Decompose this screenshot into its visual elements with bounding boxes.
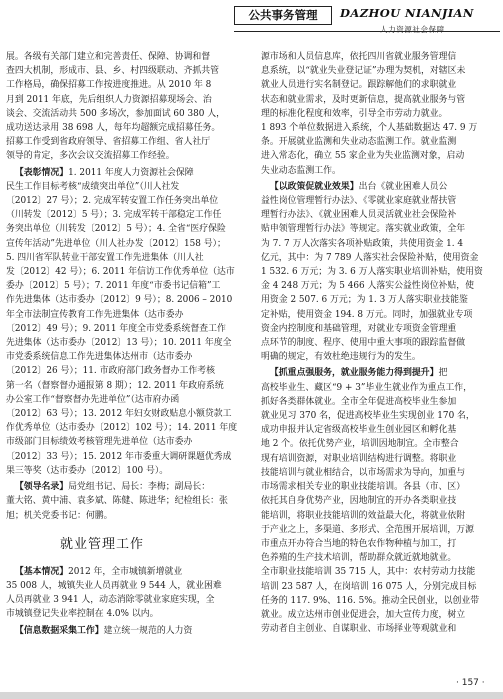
leaders-label: 【领导名录】 (14, 482, 69, 493)
text-line: 旭；机关党委书记：何鹏。 (6, 510, 113, 521)
text-line: 抓好各类群体就业。全市全年促进高校毕业生参加 (261, 396, 457, 407)
text-line: 现有培训资源，对职业培训结构进行调整。将职业 (261, 453, 457, 464)
graduates-label: 【抓重点强服务，就业服务能力得到提升】 (269, 368, 439, 379)
section-heading: 就业管理工作 (60, 536, 145, 552)
text-line: 【表彰情况】1. 2011 年度人力资源社会保障 (14, 167, 194, 178)
text-line: 〔2012〕63 号）；13. 2012 年妇女财政贴息小额贷款工 (6, 409, 232, 420)
text-line: 源市场和人员信息库，依托四川省就业服务管理信 (261, 52, 457, 62)
text-line: 发〔2012〕42 号）；6. 2011 年信访工作优秀单位（达市 (6, 267, 235, 278)
info-system-continued (261, 50, 493, 178)
text-line: 依托其自身优势产业，因地制宜的开办各类职业技 (261, 496, 457, 507)
text-line: 劳动者自主创业、自谋职业、市场择业等观就业和 (261, 624, 457, 635)
header-rule (234, 31, 500, 32)
text-line: 成功申报并认定省级高校毕业生创业园区和孵化基 (261, 425, 457, 436)
text-line: 益性岗位管理暂行办法》、《零就业家庭就业帮扶管 (261, 196, 457, 207)
section-subtitle: 人力资源社会保障 (380, 25, 445, 34)
text-line: 〔2012〕49 号）；9. 2011 年度全市党委系统督查工作 (6, 323, 226, 334)
text-line: 谈会、交流活动共 500 多场次，参加面试 60 380 人， (6, 108, 226, 119)
leaders-paragraph (6, 480, 238, 523)
graduates-paragraph (261, 366, 493, 636)
left-column (6, 50, 238, 690)
text-line: 1 893 个单位数据进入系统，个人基础数据达 47. 9 万 (261, 123, 478, 134)
text-line: 高校毕业生、藏区“9 + 3”毕业生就业作为重点工作， (261, 382, 472, 393)
text-line: 进入常态化，确立 55 家企业为失业监测对象，启动 (261, 151, 465, 162)
section-title-box: 公共事务管理 (234, 6, 332, 25)
text-line: 理暂行办法》、《就业困难人员灵活就业社会保险补 (261, 210, 457, 221)
text-line: 招募工作受到省政府领导、省招募工作组、省人社厅 (6, 137, 211, 148)
commendation-paragraph (6, 166, 238, 478)
text-line: 办公室工作“督察督办先进单位”（达市府办函 (6, 394, 180, 405)
right-column (261, 50, 493, 690)
text-line: 色养殖的生产技术培训，帮助群众就近就地就业。 (261, 553, 457, 564)
text-line: 贴申领管理暂行办法》等规定。落实就业政策，全年 (261, 224, 466, 235)
text-line: 第一名（督察督办通报第 8 期）；12. 2011 年政府系统 (6, 380, 224, 391)
text-line: 工作格局，确保招募工作按进度推进。从 2010 年 8 (6, 80, 212, 91)
yearbook-english-title: DAZHOU NIANJIAN (340, 6, 474, 20)
text-line: 【抓重点强服务，就业服务能力得到提升】把 (269, 368, 448, 379)
text-line: 资金内控制度和基础管理，对就业专项资金管理重 (261, 323, 457, 334)
text-line: 市城镇登记失业率控制在 4.0% 以内。 (6, 609, 159, 620)
text-line: 作优秀单位（达市委办〔2012〕102 号）；14. 2011 年度 (6, 423, 238, 434)
text-line: 定补贴，使用资金 194. 8 万元。同时，加强就业专项 (261, 309, 473, 320)
text-line: 1 532. 6 万元；为 3. 6 万人落实职业培训补贴，使用资 (261, 267, 483, 278)
text-line: 宣传年活动”先进单位（川人社办发〔2012〕158 号）； (6, 238, 226, 249)
text-line: 息系统，以“就业失业登记证”办理为契机，对辖区未 (261, 66, 466, 77)
page-footer (0, 676, 503, 699)
policy-label: 【以政策促就业效果】 (269, 181, 359, 192)
text-line: 明确的规定，有效杜绝违规行为的发生。 (261, 352, 421, 363)
text-line: 〔2012〕26 号）；11. 市政府部门政务督办工作考核 (6, 366, 215, 377)
text-line: 作先进集体（达市委办〔2012〕9 号）；8. 2006 – 2010 (6, 295, 233, 306)
text-line: 理的标准化程度和效率，引导全市劳动力就业。 (261, 108, 448, 119)
text-line: 展。各级有关部门建立和完善责任、保障、协调和督 (6, 52, 211, 62)
text-line: 【领导名录】局党组书记、局长：李梅；副局长： (14, 482, 211, 493)
page-header (0, 0, 503, 50)
text-line: 市场需求相关专业的职业技能培训。各县（市、区） (261, 482, 466, 493)
text-line: 培训 23 587 人，在岗培训 16 075 人，分别完成目标 (261, 581, 477, 592)
text-line: 年全市法制宣传教育工作先进集体（达市委办 (6, 309, 184, 320)
text-line: 【信息数据采集工作】建立统一规范的人力资 (14, 625, 193, 636)
info-system-label: 【信息数据采集工作】 (14, 625, 104, 636)
text-line: 月到 2011 年底，先后组织人力资源招募现场会、治 (6, 94, 212, 105)
text-line: 委办〔2012〕5 号）；7. 2011 年度“市委书记信箱”工 (6, 281, 221, 292)
text-line: 35 008 人，城镇失业人员再就业 9 544 人，就业困难 (6, 580, 222, 591)
text-line: 市重点开办符合当地的特色农作物种植与加工，打 (261, 538, 457, 549)
info-system-paragraph (6, 624, 238, 638)
text-line: 人员再就业 3 941 人，动态消除零就业家庭实现，全 (6, 595, 215, 606)
text-line: 条。开展就业监测和失业动态监测工作。就业监测 (261, 137, 457, 148)
text-line: 就业人员进行实名制登记。跟踪解他们的求职就业 (261, 80, 457, 91)
text-line: 能培训，将职业技能培训的效益最大化，将就业依附 (261, 510, 466, 521)
text-line: 【基本情况】2012 年，全市城镇新增就业 (14, 566, 183, 577)
text-line: 金 4 248 万元；为 5 466 人落实公益性岗位补贴，使 (261, 281, 474, 292)
text-line: 就业见习 370 名，促进高校毕业生实现创业 170 名， (261, 411, 475, 422)
text-line: 【以政策促就业效果】出台《就业困难人员公 (269, 181, 448, 192)
text-line: 〔2012〕33 号）；15. 2012 年市委重大调研课题优秀成 (6, 451, 232, 462)
text-line: 民生工作目标考核“成绩突出单位”（川人社发 (6, 181, 180, 192)
footer-strip (0, 692, 503, 699)
text-line: 点环节的制度、程序、使用中重大事项的跟踪监督做 (261, 338, 466, 349)
text-line: 查四大机制，形成市、县、乡、村四级联动、齐抓共管 (6, 66, 219, 77)
text-line: 董大铭、黄中浦、袁多斌、陈健、陈进华；纪检组长：张 (6, 496, 228, 507)
intro-paragraph (6, 50, 238, 164)
text-line: 亿元，其中：为 7 789 人落实社会保险补贴，使用资金 (261, 252, 479, 263)
commendation-label: 【表彰情况】 (14, 167, 69, 178)
text-line: 领导的肯定，多次会议交流招募工作经验。 (6, 151, 175, 162)
text-line: 5. 四川省军队转业干部安置工作先进集体（川人社 (6, 252, 204, 263)
text-line: 为 7. 7 万人次落实各项补贴政策，共使用资金 1. 4 (261, 238, 464, 249)
text-line: 务突出单位（川转发〔2012〕5 号）；4. 全省“医疗保险 (6, 224, 226, 235)
text-line: 市级部门目标绩效考核管理先进单位（达市委办 (6, 437, 193, 448)
text-line: 果三等奖（达市委办〔2012〕100 号）。 (6, 465, 169, 476)
text-line: 全市职业技能培训 35 715 人，其中：农村劳动力技能 (261, 567, 476, 578)
text-line: 失业动态监测工作。 (261, 165, 341, 176)
text-line: 市党委系统信息工作先进集体达州市（达市委办 (6, 352, 193, 363)
basic-label: 【基本情况】 (14, 566, 69, 577)
text-line: 于产业之上，多渠道、多形式、全范围开展培训，万源 (261, 524, 474, 535)
text-line: 〔2012〕27 号）；2. 完成军转安置工作任务突出单位 (6, 196, 219, 207)
page-number: · 157 · (456, 678, 485, 688)
text-line: 成功送达录用 38 698 人，每年均超额完成招募任务。 (6, 123, 221, 134)
text-line: 先进集体（达市委办〔2012〕13 号）；10. 2011 年度全 (6, 338, 232, 349)
text-line: 任务的 117. 9%、116. 5%。推动全民创业，以创业带 (261, 595, 480, 606)
text-line: 状态和就业需求，及时更新信息，提高就业服务与管 (261, 94, 466, 105)
text-line: （川转发〔2012〕5 号）；3. 完成军转干部稳定工作任 (6, 210, 222, 221)
text-line: 地 2 个。依托优势产业，培训因地制宜。全市整合 (261, 439, 459, 450)
basic-paragraph (6, 565, 238, 622)
text-line: 用资金 2 507. 6 万元；为 1. 3 万人落实职业技能鉴 (261, 295, 468, 306)
text-line: 就业。成立达州市创业促进会，加大宣传力度，树立 (261, 609, 466, 620)
text-line: 技能培训与就业相结合，以市场需求为导向，加重与 (261, 467, 466, 478)
policy-paragraph (261, 180, 493, 365)
